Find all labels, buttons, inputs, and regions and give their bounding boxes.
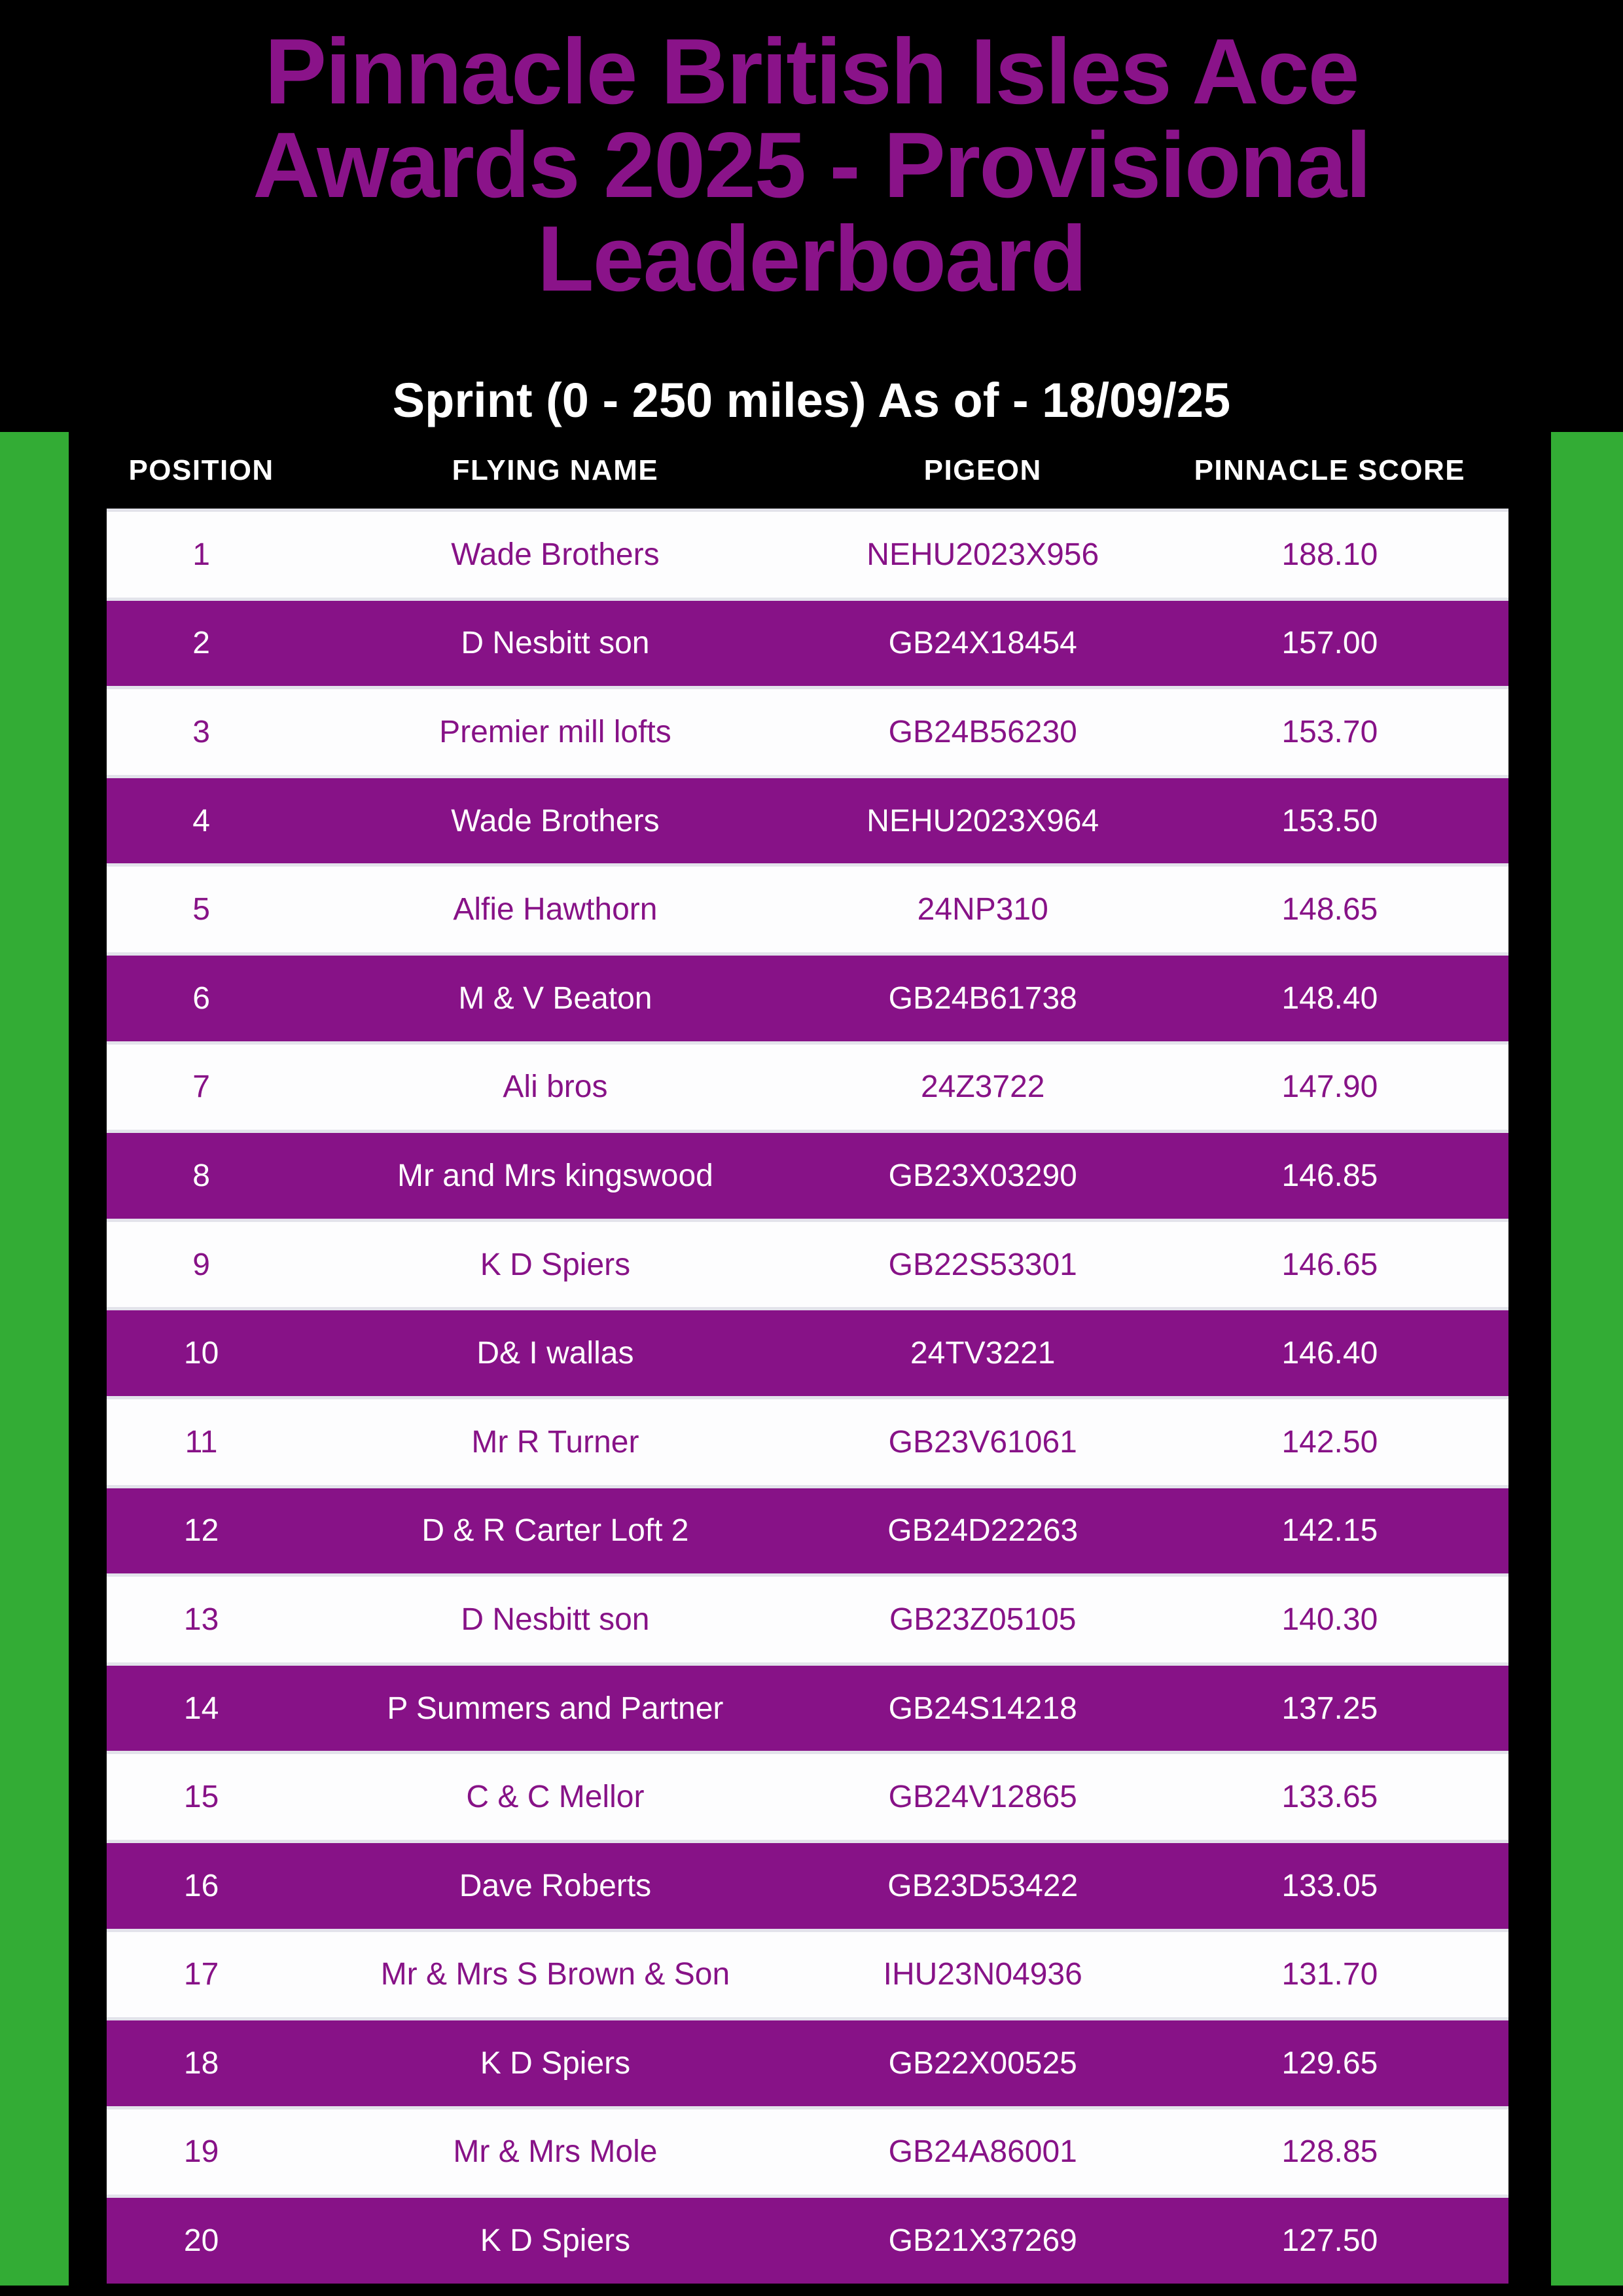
- table-row: [107, 2195, 1508, 2284]
- cell-pigeon: GB24A86001: [888, 2134, 1077, 2170]
- table-row: [107, 598, 1508, 687]
- cell-position: 11: [185, 1424, 218, 1460]
- cell-pinnacle-score: 146.40: [1281, 1336, 1378, 1371]
- table-row: [107, 1840, 1508, 1929]
- cell-pinnacle-score: 137.25: [1281, 1691, 1378, 1726]
- cell-pinnacle-score: 153.50: [1281, 803, 1378, 838]
- cell-flying-name: D& I wallas: [476, 1336, 634, 1371]
- cell-position: 7: [192, 1069, 210, 1105]
- cell-flying-name: Wade Brothers: [451, 803, 660, 838]
- table-row: [107, 1662, 1508, 1751]
- cell-pigeon: 24NP310: [917, 892, 1048, 927]
- header-cell-flying-name: FLYING NAME: [452, 454, 659, 486]
- cell-position: 5: [192, 892, 210, 927]
- cell-pinnacle-score: 146.65: [1281, 1247, 1378, 1282]
- cell-pigeon: GB22S53301: [888, 1247, 1077, 1282]
- table-row: [107, 1929, 1508, 2018]
- leaderboard-table: [107, 432, 1508, 2284]
- left-accent-bar: [0, 432, 69, 2286]
- cell-pinnacle-score: 133.05: [1281, 1868, 1378, 1903]
- cell-flying-name: Premier mill lofts: [439, 714, 671, 749]
- cell-flying-name: D Nesbitt son: [461, 626, 650, 661]
- table-row: [107, 509, 1508, 598]
- cell-pigeon: GB23D53422: [887, 1868, 1079, 1903]
- cell-flying-name: M & V Beaton: [458, 980, 652, 1016]
- table-header-row: [107, 432, 1508, 509]
- cell-flying-name: K D Spiers: [480, 1247, 631, 1282]
- cell-pigeon: GB24X18454: [888, 626, 1077, 661]
- cell-position: 15: [183, 1780, 219, 1815]
- cell-position: 16: [183, 1868, 219, 1903]
- cell-pinnacle-score: 129.65: [1281, 2045, 1378, 2081]
- cell-position: 12: [183, 1513, 219, 1549]
- cell-flying-name: Ali bros: [503, 1069, 608, 1105]
- cell-flying-name: Alfie Hawthorn: [453, 892, 658, 927]
- cell-flying-name: Mr & Mrs Mole: [453, 2134, 658, 2170]
- cell-flying-name: C & C Mellor: [466, 1780, 645, 1815]
- page-title: [0, 20, 1623, 311]
- table-row: [107, 863, 1508, 952]
- table-row: [107, 2106, 1508, 2195]
- table-row: [107, 1396, 1508, 1485]
- cell-pinnacle-score: 140.30: [1281, 1602, 1378, 1637]
- cell-pinnacle-score: 148.40: [1281, 980, 1378, 1016]
- cell-pinnacle-score: 142.50: [1281, 1424, 1378, 1460]
- page-title-line-1: Pinnacle British Isles Ace: [264, 20, 1359, 124]
- cell-pinnacle-score: 142.15: [1281, 1513, 1378, 1549]
- cell-pinnacle-score: 133.65: [1281, 1780, 1378, 1815]
- cell-flying-name: D Nesbitt son: [461, 1602, 650, 1637]
- cell-pinnacle-score: 146.85: [1281, 1158, 1378, 1193]
- header-cell-pinnacle-score: PINNACLE SCORE: [1194, 454, 1466, 486]
- cell-position: 18: [183, 2045, 219, 2081]
- cell-flying-name: K D Spiers: [480, 2223, 631, 2259]
- table-row: [107, 1041, 1508, 1130]
- cell-pigeon: IHU23N04936: [883, 1957, 1082, 1992]
- cell-pigeon: GB23V61061: [888, 1424, 1077, 1460]
- cell-position: 19: [183, 2134, 219, 2170]
- cell-pigeon: GB24B61738: [888, 980, 1077, 1016]
- table-row: [107, 1130, 1508, 1219]
- cell-pinnacle-score: 188.10: [1281, 537, 1378, 572]
- cell-pigeon: GB24V12865: [888, 1780, 1077, 1815]
- cell-position: 4: [192, 803, 210, 838]
- cell-position: 14: [183, 1691, 219, 1726]
- cell-pigeon: GB21X37269: [888, 2223, 1077, 2259]
- cell-position: 6: [192, 980, 210, 1016]
- cell-pigeon: 24TV3221: [910, 1336, 1056, 1371]
- cell-pigeon: GB23Z05105: [889, 1602, 1077, 1637]
- cell-position: 10: [183, 1336, 219, 1371]
- cell-flying-name: Mr & Mrs S Brown & Son: [380, 1957, 730, 1992]
- cell-pigeon: NEHU2023X956: [866, 537, 1099, 572]
- header-cell-pigeon: PIGEON: [923, 454, 1042, 486]
- table-row: [107, 1751, 1508, 1840]
- cell-pinnacle-score: 148.65: [1281, 892, 1378, 927]
- cell-flying-name: D & R Carter Loft 2: [421, 1513, 689, 1549]
- cell-pigeon: NEHU2023X964: [866, 803, 1099, 838]
- table-row: [107, 775, 1508, 864]
- cell-pinnacle-score: 128.85: [1281, 2134, 1378, 2170]
- right-accent-bar: [1551, 432, 1623, 2286]
- table-row: [107, 1219, 1508, 1308]
- cell-position: 1: [192, 537, 210, 572]
- cell-pinnacle-score: 153.70: [1281, 714, 1378, 749]
- cell-flying-name: P Summers and Partner: [387, 1691, 724, 1726]
- cell-position: 17: [183, 1957, 219, 1992]
- cell-position: 2: [192, 626, 210, 661]
- table-row: [107, 686, 1508, 775]
- cell-flying-name: Wade Brothers: [451, 537, 660, 572]
- table-row: [107, 1485, 1508, 1574]
- table-row: [107, 2017, 1508, 2106]
- cell-flying-name: K D Spiers: [480, 2045, 631, 2081]
- cell-pigeon: GB23X03290: [888, 1158, 1077, 1193]
- page-title-line-2: Awards 2025 - Provisional: [253, 113, 1370, 217]
- cell-flying-name: Mr R Turner: [471, 1424, 639, 1460]
- cell-pinnacle-score: 157.00: [1281, 626, 1378, 661]
- cell-position: 13: [183, 1602, 219, 1637]
- cell-pinnacle-score: 147.90: [1281, 1069, 1378, 1105]
- cell-position: 8: [192, 1158, 210, 1193]
- cell-pigeon: GB24S14218: [888, 1691, 1077, 1726]
- table-body: [107, 509, 1508, 2284]
- table-row: [107, 952, 1508, 1041]
- cell-position: 20: [183, 2223, 219, 2259]
- cell-position: 3: [192, 714, 210, 749]
- cell-pigeon: 24Z3722: [920, 1069, 1045, 1105]
- cell-flying-name: Dave Roberts: [459, 1868, 652, 1903]
- cell-flying-name: Mr and Mrs kingswood: [397, 1158, 713, 1193]
- page-title-line-3: Leaderboard: [537, 207, 1086, 311]
- cell-position: 9: [192, 1247, 210, 1282]
- cell-pinnacle-score: 127.50: [1281, 2223, 1378, 2259]
- cell-pigeon: GB24D22263: [887, 1513, 1079, 1549]
- table-row: [107, 1307, 1508, 1396]
- cell-pigeon: GB22X00525: [888, 2045, 1077, 2081]
- table-row: [107, 1573, 1508, 1662]
- page-subtitle: Sprint (0 - 250 miles) As of - 18/09/25: [392, 373, 1231, 427]
- cell-pigeon: GB24B56230: [888, 714, 1077, 749]
- header-cell-position: POSITION: [128, 454, 274, 486]
- cell-pinnacle-score: 131.70: [1281, 1957, 1378, 1992]
